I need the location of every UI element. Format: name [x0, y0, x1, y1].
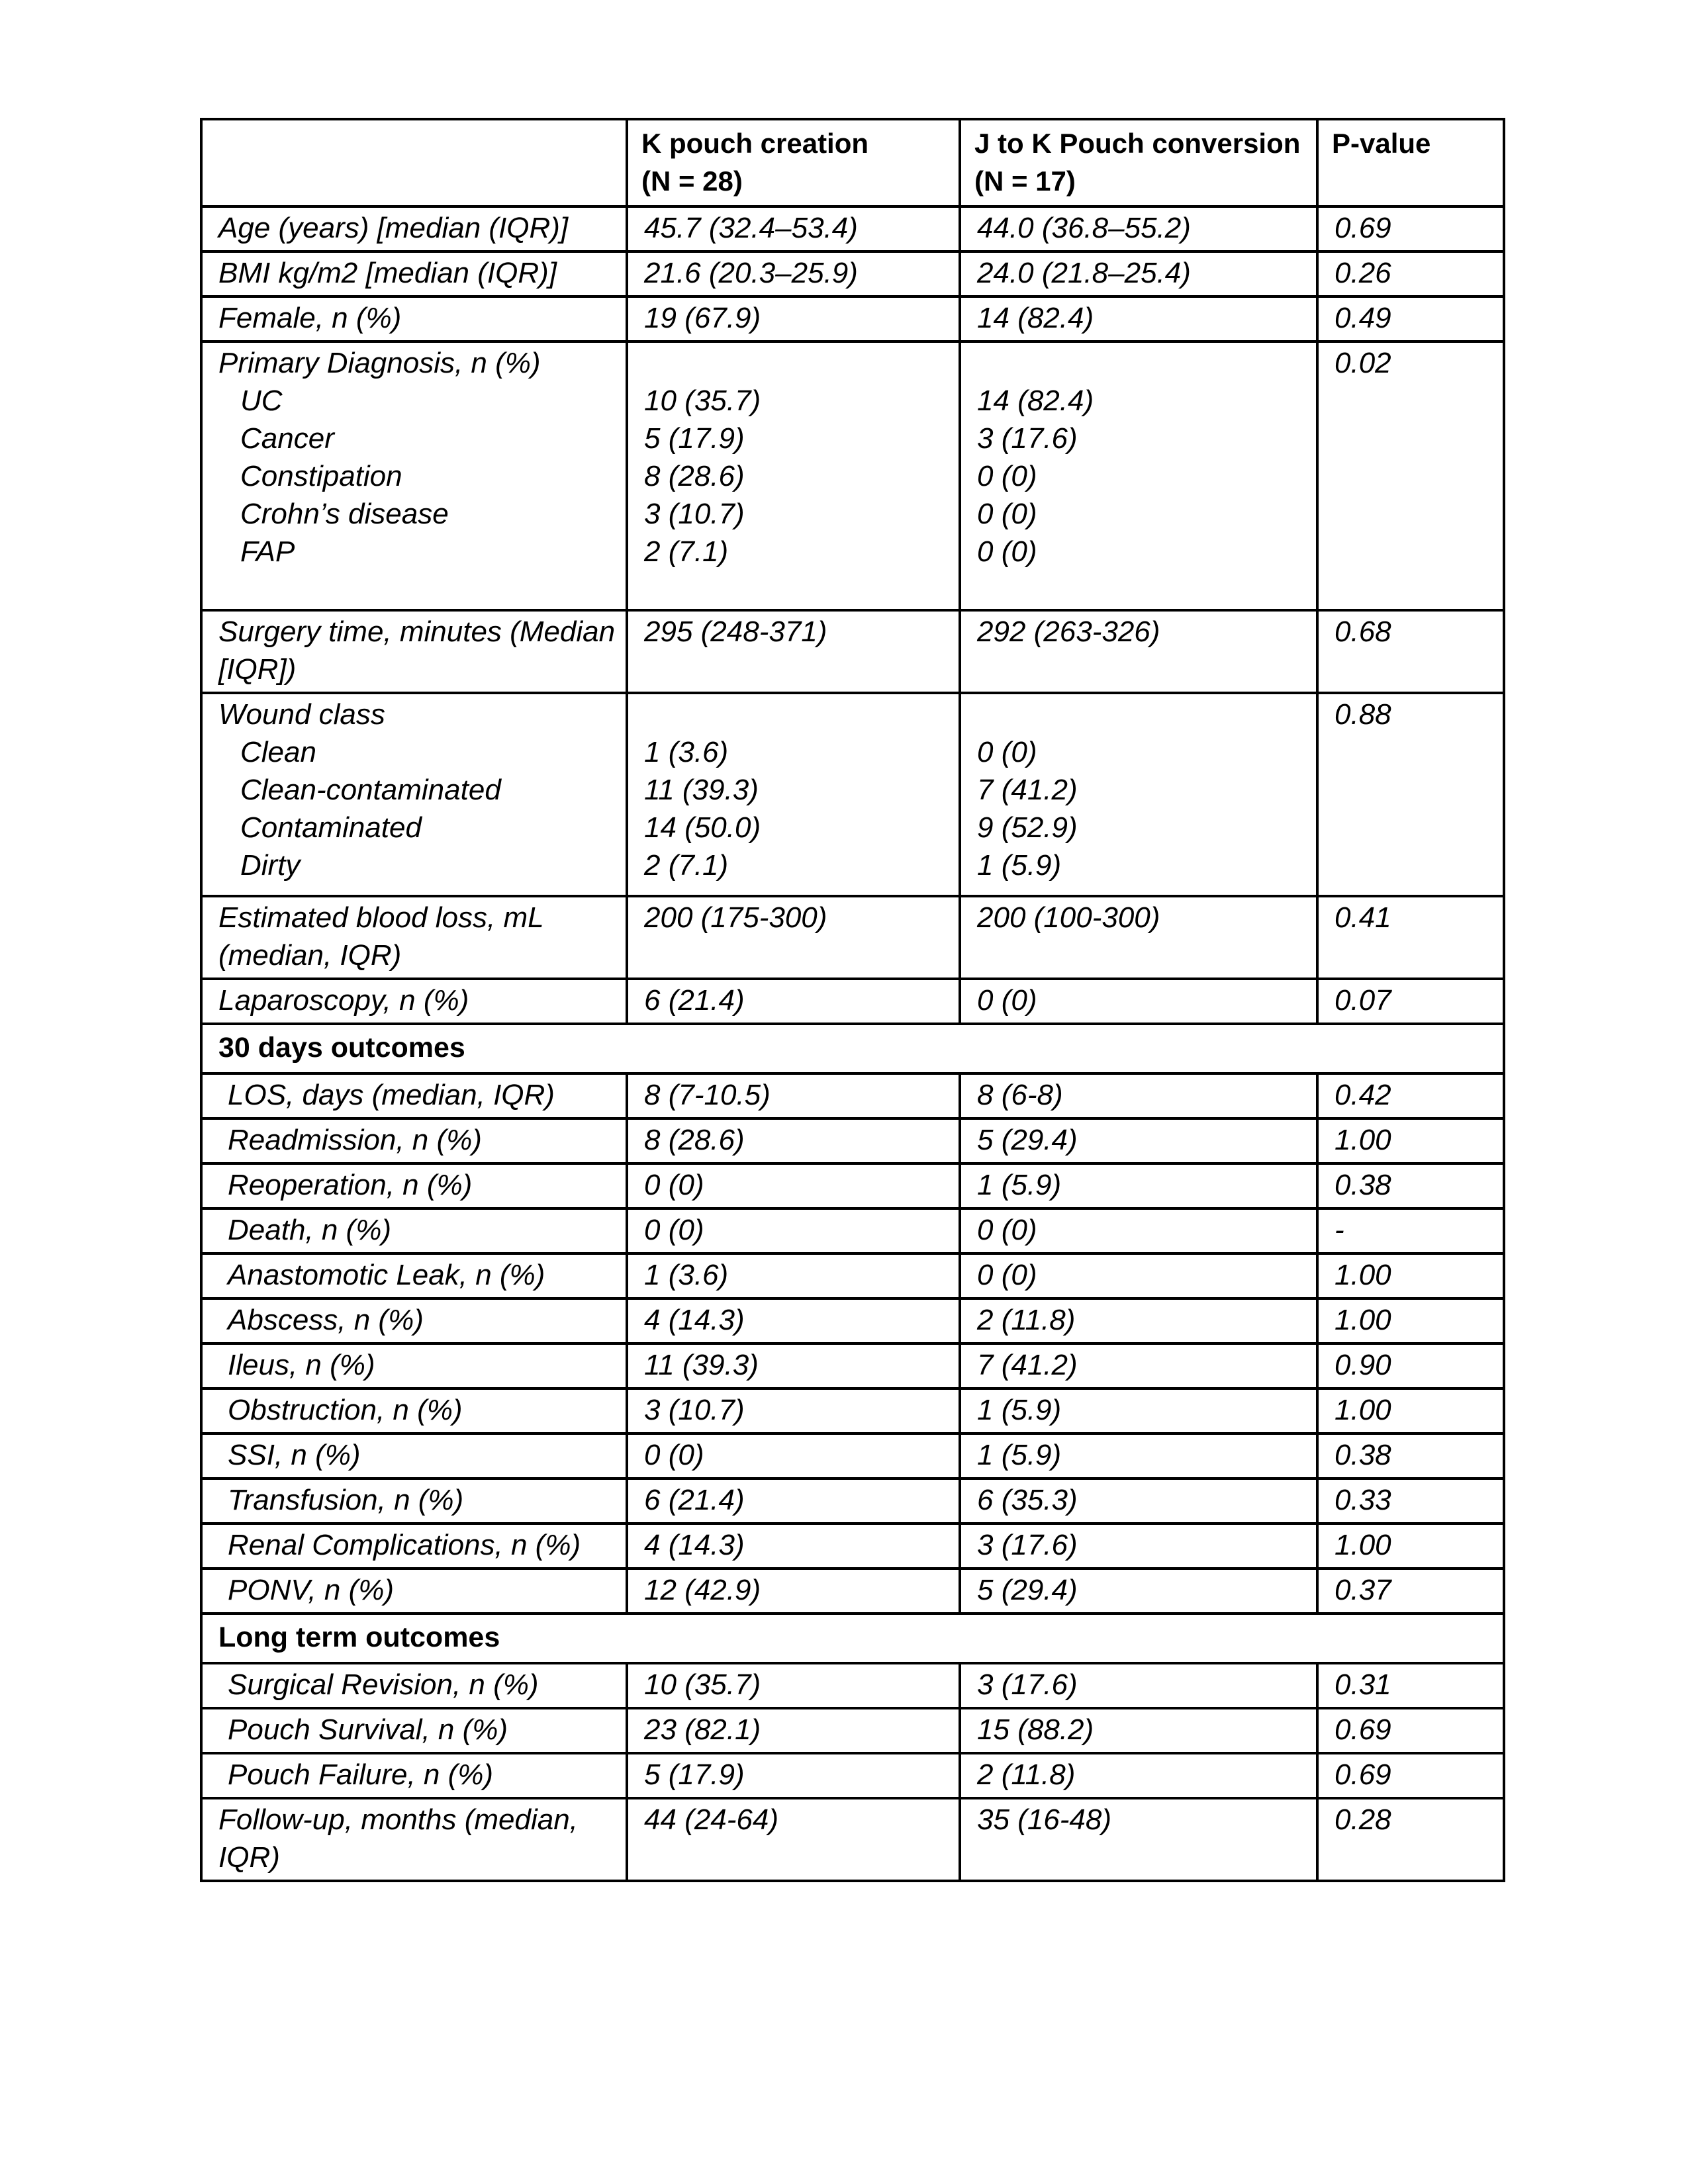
value-k-pouch: 19 (67.9) [627, 296, 960, 341]
row-label [201, 693, 627, 896]
group-item-value: 0 (0) [977, 498, 1037, 530]
row-label: SSI, n (%) [201, 1433, 627, 1479]
row-pouch-survival [201, 1708, 1504, 1753]
value-k-pouch: 1 (3.6) [627, 1253, 960, 1298]
group-item-value: 14 (50.0) [644, 811, 761, 844]
row-label: Laparoscopy, n (%) [201, 979, 627, 1024]
group-item-value: 9 (52.9) [977, 811, 1078, 844]
row-label: Follow-up, months (median, IQR) [201, 1798, 627, 1881]
row-anastomotic-leak [201, 1253, 1504, 1298]
row-label: Readmission, n (%) [201, 1118, 627, 1163]
group-title: Primary Diagnosis, n (%) [218, 347, 541, 379]
column-header-line: K pouch creation [641, 128, 869, 159]
value-k-pouch: 0 (0) [627, 1433, 960, 1479]
value-k-pouch: 6 (21.4) [627, 979, 960, 1024]
row-label: BMI kg/m2 [median (IQR)] [201, 251, 627, 296]
row-los [201, 1073, 1504, 1118]
p-value: 0.69 [1317, 1753, 1504, 1798]
row-abscess [201, 1298, 1504, 1343]
group-item-value: 2 (7.1) [644, 535, 729, 568]
blank-line [644, 696, 953, 733]
blank-line [644, 344, 953, 382]
group-title: Wound class [218, 698, 385, 731]
value-k-pouch: 4 (14.3) [627, 1298, 960, 1343]
p-value: 0.38 [1317, 1433, 1504, 1479]
row-label: Age (years) [median (IQR)] [201, 206, 627, 251]
group-item-value: 10 (35.7) [644, 385, 761, 417]
row-death [201, 1208, 1504, 1253]
row-label: Pouch Failure, n (%) [201, 1753, 627, 1798]
p-value: 0.02 [1317, 341, 1504, 610]
row-label: Ileus, n (%) [201, 1343, 627, 1388]
row-laparoscopy [201, 979, 1504, 1024]
group-item-value: 8 (28.6) [644, 460, 745, 492]
row-label [201, 341, 627, 610]
value-jk-conversion [960, 341, 1317, 610]
group-item-value: 3 (17.6) [977, 422, 1078, 455]
column-header-p-value: P-value [1317, 119, 1504, 206]
value-jk-conversion: 44.0 (36.8–55.2) [960, 206, 1317, 251]
value-jk-conversion: 7 (41.2) [960, 1343, 1317, 1388]
column-header-line: (N = 17) [974, 165, 1076, 197]
section-title: Long term outcomes [201, 1614, 1504, 1663]
row-bmi [201, 251, 1504, 296]
group-item-value: 0 (0) [977, 535, 1037, 568]
value-jk-conversion: 1 (5.9) [960, 1388, 1317, 1433]
value-k-pouch: 0 (0) [627, 1208, 960, 1253]
group-item-label: FAP [240, 535, 295, 568]
row-renal-complications [201, 1524, 1504, 1569]
value-k-pouch: 23 (82.1) [627, 1708, 960, 1753]
value-k-pouch: 12 (42.9) [627, 1569, 960, 1614]
value-jk-conversion: 200 (100-300) [960, 896, 1317, 979]
value-k-pouch: 21.6 (20.3–25.9) [627, 251, 960, 296]
group-item-value: 3 (10.7) [644, 498, 745, 530]
value-jk-conversion: 0 (0) [960, 1253, 1317, 1298]
row-label: Death, n (%) [201, 1208, 627, 1253]
group-item-value: 0 (0) [977, 736, 1037, 768]
value-k-pouch: 10 (35.7) [627, 1663, 960, 1708]
value-jk-conversion: 35 (16-48) [960, 1798, 1317, 1881]
p-value: 0.49 [1317, 296, 1504, 341]
group-item-label: Crohn’s disease [240, 498, 449, 530]
row-readmission [201, 1118, 1504, 1163]
row-label: PONV, n (%) [201, 1569, 627, 1614]
row-reoperation [201, 1163, 1504, 1208]
value-jk-conversion: 0 (0) [960, 979, 1317, 1024]
value-jk-conversion: 2 (11.8) [960, 1753, 1317, 1798]
row-label: Estimated blood loss, mL (median, IQR) [201, 896, 627, 979]
row-label: Surgery time, minutes (Median [IQR]) [201, 610, 627, 693]
value-jk-conversion: 5 (29.4) [960, 1118, 1317, 1163]
row-age [201, 206, 1504, 251]
row-transfusion [201, 1479, 1504, 1524]
p-value: 1.00 [1317, 1118, 1504, 1163]
section-title: 30 days outcomes [201, 1024, 1504, 1073]
p-value: 0.07 [1317, 979, 1504, 1024]
group-item-value: 1 (5.9) [977, 849, 1062, 882]
row-label: Pouch Survival, n (%) [201, 1708, 627, 1753]
p-value: 1.00 [1317, 1524, 1504, 1569]
p-value: 0.69 [1317, 1708, 1504, 1753]
group-item-value: 7 (41.2) [977, 774, 1078, 806]
value-k-pouch [627, 693, 960, 896]
p-value: 1.00 [1317, 1253, 1504, 1298]
p-value: 0.90 [1317, 1343, 1504, 1388]
group-item-value: 2 (7.1) [644, 849, 729, 882]
row-label: Obstruction, n (%) [201, 1388, 627, 1433]
p-value: 0.88 [1317, 693, 1504, 896]
section-30-days-outcomes [201, 1024, 1504, 1073]
blank-line [977, 696, 1311, 733]
value-jk-conversion: 2 (11.8) [960, 1298, 1317, 1343]
value-jk-conversion: 8 (6-8) [960, 1073, 1317, 1118]
value-k-pouch: 11 (39.3) [627, 1343, 960, 1388]
group-item-value: 0 (0) [977, 460, 1037, 492]
value-jk-conversion: 1 (5.9) [960, 1433, 1317, 1479]
value-k-pouch: 6 (21.4) [627, 1479, 960, 1524]
value-k-pouch: 44 (24-64) [627, 1798, 960, 1881]
value-k-pouch: 0 (0) [627, 1163, 960, 1208]
row-wound-class [201, 693, 1504, 896]
table-header-row [201, 119, 1504, 206]
value-jk-conversion: 5 (29.4) [960, 1569, 1317, 1614]
p-value: 1.00 [1317, 1388, 1504, 1433]
row-female [201, 296, 1504, 341]
row-label: Renal Complications, n (%) [201, 1524, 627, 1569]
row-label: Anastomotic Leak, n (%) [201, 1253, 627, 1298]
value-jk-conversion: 15 (88.2) [960, 1708, 1317, 1753]
outcomes-comparison-table [200, 118, 1505, 1882]
row-follow-up [201, 1798, 1504, 1881]
group-item-label: Dirty [240, 849, 301, 882]
row-label: LOS, days (median, IQR) [201, 1073, 627, 1118]
column-header-line: J to K Pouch conversion [974, 128, 1301, 159]
value-jk-conversion [960, 693, 1317, 896]
group-item-label: Cancer [240, 422, 334, 455]
row-label: Transfusion, n (%) [201, 1479, 627, 1524]
row-ponv [201, 1569, 1504, 1614]
p-value: 0.28 [1317, 1798, 1504, 1881]
value-jk-conversion: 292 (263-326) [960, 610, 1317, 693]
row-pouch-failure [201, 1753, 1504, 1798]
group-item-label: Clean [240, 736, 316, 768]
row-label: Reoperation, n (%) [201, 1163, 627, 1208]
group-item-label: Constipation [240, 460, 402, 492]
value-k-pouch: 4 (14.3) [627, 1524, 960, 1569]
column-header-blank [201, 119, 627, 206]
value-jk-conversion: 3 (17.6) [960, 1663, 1317, 1708]
group-item-value: 1 (3.6) [644, 736, 729, 768]
p-value: 0.69 [1317, 206, 1504, 251]
value-k-pouch: 8 (7-10.5) [627, 1073, 960, 1118]
group-item-label: Clean-contaminated [240, 774, 501, 806]
p-value: 0.26 [1317, 251, 1504, 296]
section-long-term-outcomes [201, 1614, 1504, 1663]
value-k-pouch [627, 341, 960, 610]
row-label: Abscess, n (%) [201, 1298, 627, 1343]
row-ssi [201, 1433, 1504, 1479]
p-value: 0.41 [1317, 896, 1504, 979]
column-header-k-pouch [627, 119, 960, 206]
row-blood-loss [201, 896, 1504, 979]
row-primary-diagnosis [201, 341, 1504, 610]
p-value: 0.68 [1317, 610, 1504, 693]
p-value: 0.42 [1317, 1073, 1504, 1118]
group-item-value: 5 (17.9) [644, 422, 745, 455]
row-label: Female, n (%) [201, 296, 627, 341]
row-surgery-time [201, 610, 1504, 693]
value-k-pouch: 45.7 (32.4–53.4) [627, 206, 960, 251]
row-surgical-revision [201, 1663, 1504, 1708]
p-value: 0.31 [1317, 1663, 1504, 1708]
value-jk-conversion: 1 (5.9) [960, 1163, 1317, 1208]
value-k-pouch: 200 (175-300) [627, 896, 960, 979]
value-jk-conversion: 0 (0) [960, 1208, 1317, 1253]
group-item-value: 14 (82.4) [977, 385, 1094, 417]
group-item-label: Contaminated [240, 811, 422, 844]
p-value: 0.37 [1317, 1569, 1504, 1614]
value-jk-conversion: 24.0 (21.8–25.4) [960, 251, 1317, 296]
group-item-label: UC [240, 385, 283, 417]
column-header-line: (N = 28) [641, 165, 743, 197]
blank-line [977, 344, 1311, 382]
value-jk-conversion: 14 (82.4) [960, 296, 1317, 341]
p-value: 1.00 [1317, 1298, 1504, 1343]
p-value: 0.33 [1317, 1479, 1504, 1524]
value-jk-conversion: 6 (35.3) [960, 1479, 1317, 1524]
row-obstruction [201, 1388, 1504, 1433]
row-label: Surgical Revision, n (%) [201, 1663, 627, 1708]
value-k-pouch: 295 (248-371) [627, 610, 960, 693]
p-value: - [1317, 1208, 1504, 1253]
column-header-jk-conversion [960, 119, 1317, 206]
value-k-pouch: 8 (28.6) [627, 1118, 960, 1163]
value-k-pouch: 5 (17.9) [627, 1753, 960, 1798]
row-ileus [201, 1343, 1504, 1388]
p-value: 0.38 [1317, 1163, 1504, 1208]
value-k-pouch: 3 (10.7) [627, 1388, 960, 1433]
value-jk-conversion: 3 (17.6) [960, 1524, 1317, 1569]
group-item-value: 11 (39.3) [644, 774, 759, 806]
